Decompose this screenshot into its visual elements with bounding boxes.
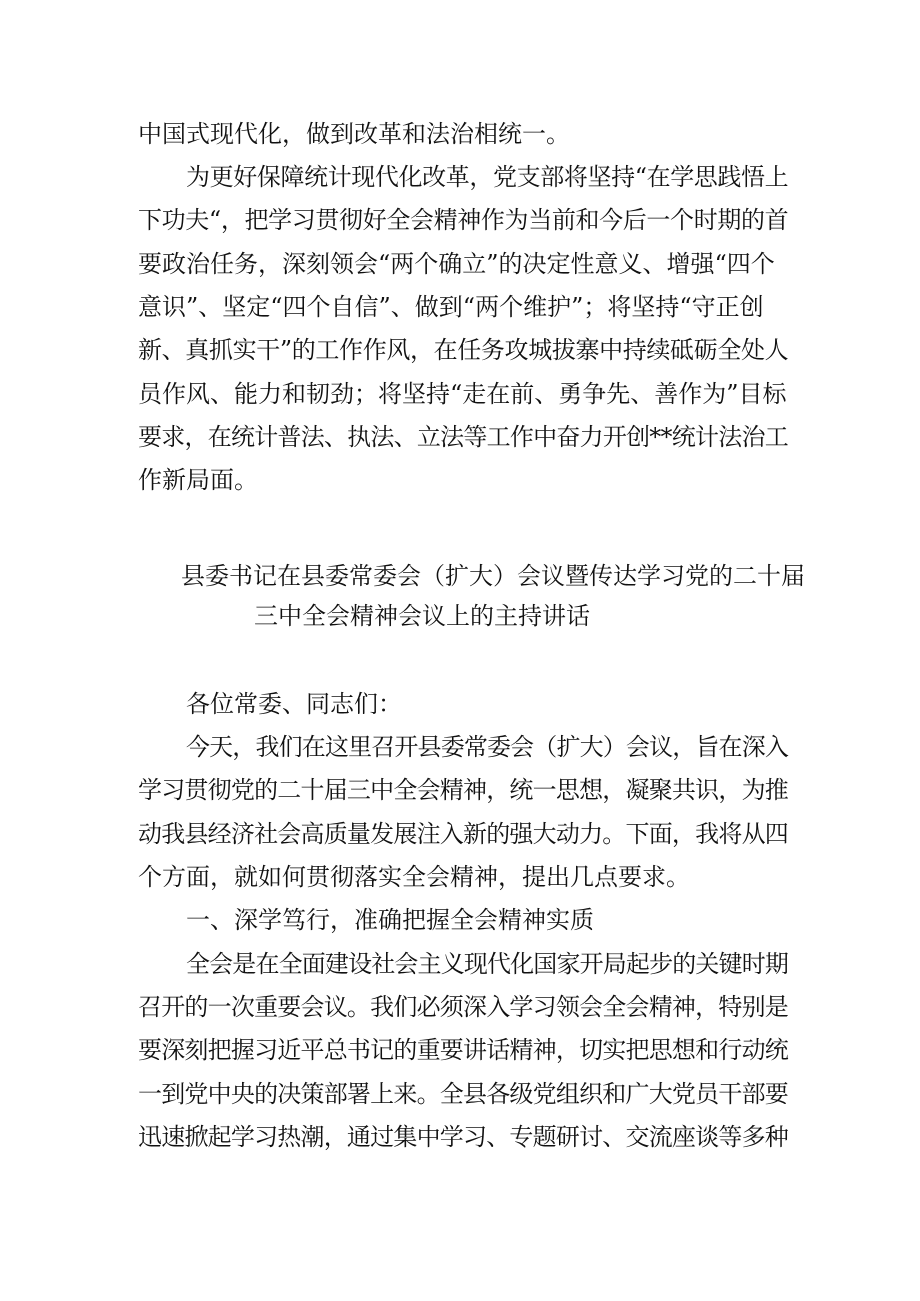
paragraph-line: 学习贯彻党的二十届三中全会精神，统一思想，凝聚共识，为推 bbox=[138, 776, 788, 804]
paragraph-line: 作新局面。 bbox=[138, 466, 258, 494]
paragraph-line: 个方面，就如何贯彻落实全会精神，提出几点要求。 bbox=[138, 863, 690, 891]
paragraph-line: 要政治任务，深刻领会“两个确立”的决定性意义、增强“四个 bbox=[138, 250, 775, 278]
paragraph-line: 迅速掀起学习热潮，通过集中学习、专题研讨、交流座谈等多种 bbox=[138, 1123, 788, 1151]
paragraph-line: 下功夫“，把学习贯彻好全会精神作为当前和今后一个时期的首 bbox=[138, 206, 789, 234]
paragraph-line: 新、真抓实干”的工作作风，在任务攻城拔寨中持续砥砺全处人 bbox=[138, 336, 789, 364]
salutation: 各位常委、同志们： bbox=[186, 690, 402, 718]
section-heading: 一、深学笃行，准确把握全会精神实质 bbox=[186, 906, 594, 934]
paragraph-line: 今天，我们在这里召开县委常委会（扩大）会议，旨在深入 bbox=[186, 733, 788, 761]
speech-title-line2: 三中全会精神会议上的主持讲话 bbox=[254, 602, 590, 630]
paragraph-line: 中国式现代化，做到改革和法治相统一。 bbox=[138, 120, 570, 148]
paragraph-line: 全会是在全面建设社会主义现代化国家开局起步的关键时期 bbox=[186, 950, 788, 978]
paragraph-line: 动我县经济社会高质量发展注入新的强大动力。下面，我将从四 bbox=[138, 820, 788, 848]
paragraph-line: 为更好保障统计现代化改革，党支部将坚持“在学思践悟上 bbox=[186, 163, 789, 191]
paragraph-line: 员作风、能力和韧劲；将坚持“走在前、勇争先、善作为”目标 bbox=[138, 380, 787, 408]
paragraph-line: 召开的一次重要会议。我们必须深入学习领会全会精神，特别是 bbox=[138, 993, 788, 1021]
paragraph-line: 一到党中央的决策部署上来。全县各级党组织和广大党员干部要 bbox=[138, 1080, 788, 1108]
paragraph-line: 要深刻把握习近平总书记的重要讲话精神，切实把思想和行动统 bbox=[138, 1036, 788, 1064]
paragraph-line: 意识”、坚定“四个自信”、做到“两个维护”；将坚持“守正创 bbox=[138, 293, 764, 321]
speech-title-line1: 县委书记在县委常委会（扩大）会议暨传达学习党的二十届 bbox=[181, 562, 805, 590]
paragraph-line: 要求，在统计普法、执法、立法等工作中奋力开创**统计法治工 bbox=[138, 423, 788, 451]
